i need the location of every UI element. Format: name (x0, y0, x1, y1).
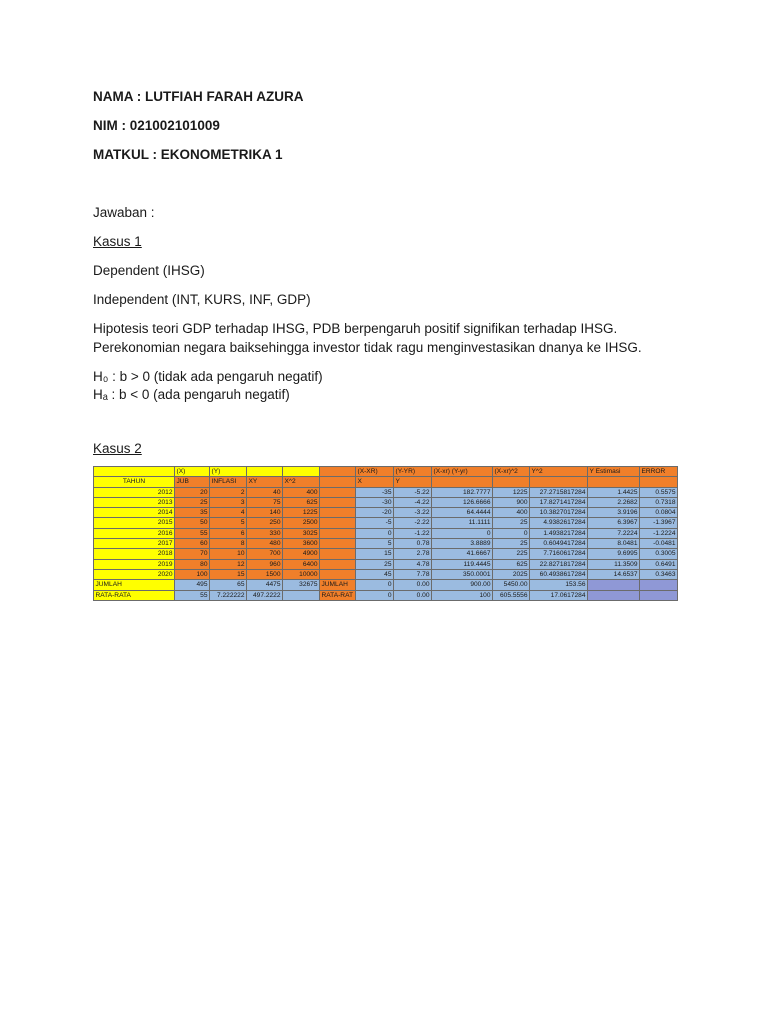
table-cell: 20 (175, 487, 210, 497)
table-row (94, 549, 678, 559)
table-cell: 126.6666 (432, 497, 493, 507)
table-cell (320, 539, 356, 549)
table-cell: 80 (175, 559, 210, 569)
table-cell: -1.3967 (640, 518, 678, 528)
table-cell: -30 (356, 497, 394, 507)
table-cell: 22.8271817284 (530, 559, 588, 569)
table-cell: 0.00 (394, 590, 432, 600)
table-cell: 330 (247, 528, 283, 538)
table-cell (320, 559, 356, 569)
answer-label: Jawaban : (93, 205, 155, 220)
table-cell: 6400 (283, 559, 320, 569)
table-cell: 182.7777 (432, 487, 493, 497)
independent-variables: Independent (INT, KURS, INF, GDP) (93, 292, 311, 307)
table-cell (640, 580, 678, 590)
table-cell: 2016 (94, 528, 175, 538)
table-cell: 480 (247, 539, 283, 549)
table-cell: 7.222222 (210, 590, 247, 600)
null-hypothesis: H₀ : b > 0 (tidak ada pengaruh negatif) (93, 369, 323, 384)
table-cell: RATA-RATA (94, 590, 175, 600)
table-cell: 625 (283, 497, 320, 507)
table-cell: 2019 (94, 559, 175, 569)
dependent-variable: Dependent (IHSG) (93, 263, 205, 278)
table-cell: 0.3463 (640, 569, 678, 579)
table-cell: 4.9382617284 (530, 518, 588, 528)
hypothesis-line-2: Perekonomian negara baiksehingga investor tidak ragu menginvestasikan dnanya ke IHSG. (93, 340, 642, 355)
table-cell (320, 487, 356, 497)
table-cell: INFLASI (210, 477, 247, 487)
table-cell: 5 (210, 518, 247, 528)
table-cell (320, 569, 356, 579)
table-cell: 5 (356, 539, 394, 549)
table-cell: 2 (210, 487, 247, 497)
table-cell (283, 467, 320, 477)
table-cell: 1.4938217284 (530, 528, 588, 538)
table-cell: 605.5556 (493, 590, 530, 600)
table-cell: 5450.00 (493, 580, 530, 590)
table-cell: 6.3967 (588, 518, 640, 528)
table-cell: 27.2715817284 (530, 487, 588, 497)
table-cell (320, 467, 356, 477)
table-cell (320, 549, 356, 559)
table-cell (640, 590, 678, 600)
table-cell: 25 (356, 559, 394, 569)
table-cell: 10 (210, 549, 247, 559)
table-cell: (Y) (210, 467, 247, 477)
table-cell: 65 (210, 580, 247, 590)
table-row (94, 559, 678, 569)
table-cell: 2012 (94, 487, 175, 497)
hypothesis-line-1: Hipotesis teori GDP terhadap IHSG, PDB berpengaruh positif signifikan terhadap IHSG. (93, 321, 618, 336)
table-cell: 2014 (94, 508, 175, 518)
table-cell: 0.6491 (640, 559, 678, 569)
course-name: MATKUL : EKONOMETRIKA 1 (93, 147, 283, 162)
table-cell: 11.1111 (432, 518, 493, 528)
table-cell: RATA-RAT (320, 590, 356, 600)
table-cell: 8.0481 (588, 539, 640, 549)
table-cell: 1225 (283, 508, 320, 518)
table-cell: -35 (356, 487, 394, 497)
table-cell: 35 (175, 508, 210, 518)
table-cell: -1.22 (394, 528, 432, 538)
table-cell (320, 477, 356, 487)
table-cell: 7.7160617284 (530, 549, 588, 559)
table-cell: 4.78 (394, 559, 432, 569)
table-cell: 700 (247, 549, 283, 559)
table-cell: 497.2222 (247, 590, 283, 600)
table-cell: 0.5575 (640, 487, 678, 497)
table-cell: 40 (247, 487, 283, 497)
table-cell: 2013 (94, 497, 175, 507)
table-cell: 0 (432, 528, 493, 538)
table-total-row (94, 580, 678, 590)
table-cell: 119.4445 (432, 559, 493, 569)
table-cell (588, 477, 640, 487)
table-cell: 2.2682 (588, 497, 640, 507)
table-cell: TAHUN (94, 477, 175, 487)
table-cell (320, 528, 356, 538)
table-cell (320, 508, 356, 518)
table-cell: 7.78 (394, 569, 432, 579)
table-cell: 0.78 (394, 539, 432, 549)
table-cell: -5.22 (394, 487, 432, 497)
table-cell (320, 518, 356, 528)
table-cell: 4475 (247, 580, 283, 590)
table-cell: 70 (175, 549, 210, 559)
table-cell (432, 477, 493, 487)
table-cell: -1.2224 (640, 528, 678, 538)
spreadsheet-table (93, 466, 678, 601)
table-cell: 140 (247, 508, 283, 518)
table-cell: X (356, 477, 394, 487)
table-cell: 250 (247, 518, 283, 528)
table-cell: 12 (210, 559, 247, 569)
table-cell: 2020 (94, 569, 175, 579)
table-cell: 0 (356, 590, 394, 600)
table-cell: 2500 (283, 518, 320, 528)
student-nim: NIM : 021002101009 (93, 118, 220, 133)
table-cell: 2017 (94, 539, 175, 549)
table-cell (493, 477, 530, 487)
table-cell: 50 (175, 518, 210, 528)
table-cell: 2.78 (394, 549, 432, 559)
table-cell: 17.0617284 (530, 590, 588, 600)
table-cell: 0.3005 (640, 549, 678, 559)
table-cell: 7.2224 (588, 528, 640, 538)
table-cell (588, 590, 640, 600)
table-cell: 2025 (493, 569, 530, 579)
table-cell: 25 (493, 539, 530, 549)
table-cell: 2018 (94, 549, 175, 559)
table-cell: 1225 (493, 487, 530, 497)
table-row (94, 487, 678, 497)
table-cell: -4.22 (394, 497, 432, 507)
table-cell: 41.6667 (432, 549, 493, 559)
table-cell: 3 (210, 497, 247, 507)
table-cell: JUMLAH (320, 580, 356, 590)
student-name: NAMA : LUTFIAH FARAH AZURA (93, 89, 304, 104)
case-2-title: Kasus 2 (93, 441, 142, 456)
table-header-row-1 (94, 467, 678, 477)
table-header-row-2 (94, 477, 678, 487)
table-cell: -2.22 (394, 518, 432, 528)
table-cell: (X) (175, 467, 210, 477)
table-cell: 0.00 (394, 580, 432, 590)
table-row (94, 518, 678, 528)
table-cell: 2015 (94, 518, 175, 528)
table-cell: 3025 (283, 528, 320, 538)
table-cell: 10.3827017284 (530, 508, 588, 518)
table-cell: 3.9196 (588, 508, 640, 518)
table-cell: 3.8889 (432, 539, 493, 549)
table-cell: 0.7318 (640, 497, 678, 507)
table-cell: -3.22 (394, 508, 432, 518)
table-cell: 960 (247, 559, 283, 569)
table-cell: 4 (210, 508, 247, 518)
table-cell: 10000 (283, 569, 320, 579)
table-cell: Y Estimasi (588, 467, 640, 477)
table-cell: 0 (356, 580, 394, 590)
table-cell: 400 (493, 508, 530, 518)
table-cell (320, 497, 356, 507)
table-cell: ERROR (640, 467, 678, 477)
table-cell: 0 (493, 528, 530, 538)
table-cell: 100 (432, 590, 493, 600)
table-cell: 1500 (247, 569, 283, 579)
table-cell: 350.0001 (432, 569, 493, 579)
table-cell: 11.3509 (588, 559, 640, 569)
table-cell: 0 (356, 528, 394, 538)
table-cell: 0.0804 (640, 508, 678, 518)
alternative-hypothesis: Hₐ : b < 0 (ada pengaruh negatif) (93, 387, 290, 402)
table-cell: 55 (175, 528, 210, 538)
table-row (94, 539, 678, 549)
table-cell: 4900 (283, 549, 320, 559)
table-row (94, 497, 678, 507)
table-cell: 625 (493, 559, 530, 569)
table-cell: 6 (210, 528, 247, 538)
table-cell: JUB (175, 477, 210, 487)
table-cell: 900.00 (432, 580, 493, 590)
table-cell: -20 (356, 508, 394, 518)
table-cell: (X-XR) (356, 467, 394, 477)
table-average-row (94, 590, 678, 600)
table-cell: 1.4425 (588, 487, 640, 497)
table-cell: 64.4444 (432, 508, 493, 518)
table-cell: 15 (356, 549, 394, 559)
case-1-title: Kasus 1 (93, 234, 142, 249)
table-cell: 25 (175, 497, 210, 507)
table-cell: Y (394, 477, 432, 487)
table-cell: 8 (210, 539, 247, 549)
table-cell: 60 (175, 539, 210, 549)
table-cell: 400 (283, 487, 320, 497)
table-cell: 15 (210, 569, 247, 579)
table-cell: X^2 (283, 477, 320, 487)
table-cell: 32675 (283, 580, 320, 590)
table-cell: 3600 (283, 539, 320, 549)
table-cell: JUMLAH (94, 580, 175, 590)
table-cell: 100 (175, 569, 210, 579)
table-cell: -5 (356, 518, 394, 528)
table-cell: (X-xr)^2 (493, 467, 530, 477)
table-cell: -0.0481 (640, 539, 678, 549)
table-cell: 75 (247, 497, 283, 507)
table-cell: 55 (175, 590, 210, 600)
table-cell (94, 467, 175, 477)
table-cell: (X-xr) (Y-yr) (432, 467, 493, 477)
table-cell: 153.56 (530, 580, 588, 590)
table-cell (640, 477, 678, 487)
table-cell (247, 467, 283, 477)
table-cell: 25 (493, 518, 530, 528)
table-cell: XY (247, 477, 283, 487)
table-cell (588, 580, 640, 590)
table-cell: Y^2 (530, 467, 588, 477)
table-row (94, 569, 678, 579)
table-cell: 0.6049417284 (530, 539, 588, 549)
table-cell: (Y-YR) (394, 467, 432, 477)
table-cell: 14.6537 (588, 569, 640, 579)
table-cell (283, 590, 320, 600)
table-cell: 225 (493, 549, 530, 559)
table-cell: 60.4938617284 (530, 569, 588, 579)
table-cell: 17.8271417284 (530, 497, 588, 507)
table-cell: 495 (175, 580, 210, 590)
table-cell (530, 477, 588, 487)
table-cell: 900 (493, 497, 530, 507)
table-cell: 45 (356, 569, 394, 579)
table-row (94, 528, 678, 538)
table-cell: 9.6995 (588, 549, 640, 559)
table-row (94, 508, 678, 518)
